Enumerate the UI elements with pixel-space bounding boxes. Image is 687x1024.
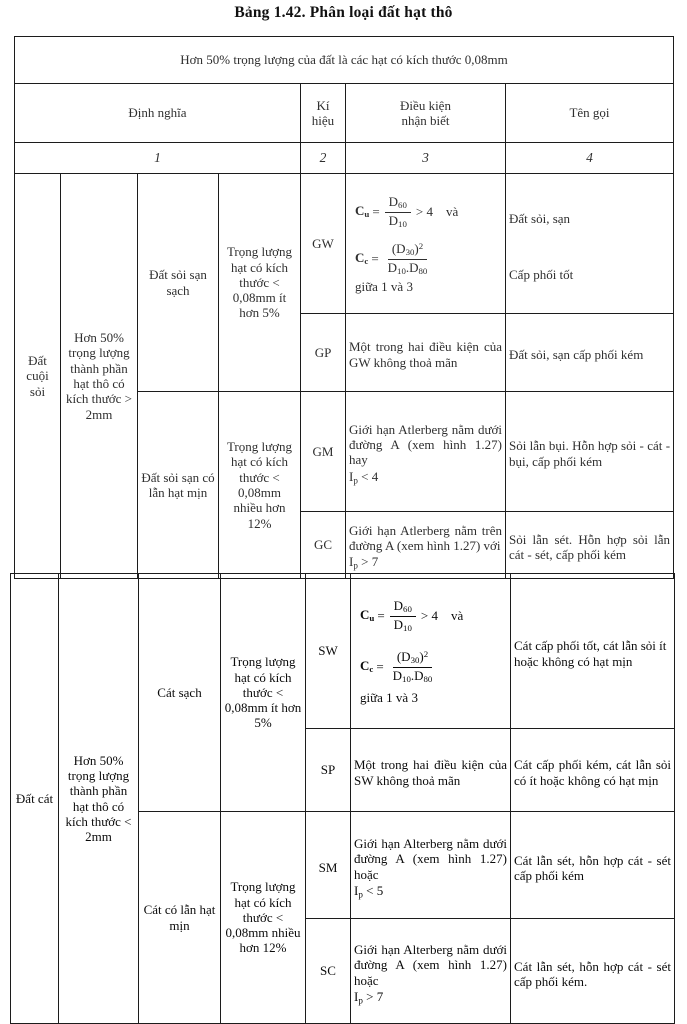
sand-group-definition: Hơn 50% trọng lượng thành phần hạt thô có kích thước < 2mm xyxy=(59,574,139,1024)
cu-tail-sw: và xyxy=(450,608,464,624)
cc-denominator-sw: $D_{10}.D_{80}$ xyxy=(392,667,433,684)
cc-denominator: $D_{10}.D_{80}$ xyxy=(387,259,428,276)
gravel-group-definition: Hơn 50% trọng lượng thành phần hạt thô có kích thước > 2mm xyxy=(61,174,138,579)
gw-formula-between: giữa 1 và 3 xyxy=(355,278,413,294)
symbol-sp: SP xyxy=(306,729,351,812)
condition-gc-ip: $I_p > 7$ xyxy=(349,554,379,571)
name-gm: Sỏi lẫn bụi. Hỗn hợp sỏi - cát - bụi, cấp phối kém xyxy=(506,392,674,512)
name-gc: Sỏi lẫn sét. Hỗn hợp sỏi lẫn cát - sét, cấp phối kém xyxy=(506,512,674,579)
cc-symbol: $C_c$ xyxy=(355,250,369,267)
symbol-sw: SW xyxy=(306,574,351,729)
name-sw: Cát cấp phối tốt, cát lẫn sỏi ít hoặc không có hạt mịn xyxy=(511,574,675,729)
cc-numerator: $(D_{30})^2$ xyxy=(388,242,427,260)
condition-sw xyxy=(351,574,511,729)
header-symbol xyxy=(301,84,346,143)
name-sp: Cát cấp phối kém, cát lẫn sỏi có ít hoặc không có hạt mịn xyxy=(511,729,675,812)
gravel-weight-dirty xyxy=(219,392,301,579)
sw-formula-cu xyxy=(360,599,505,634)
cu-symbol: $C_u$ xyxy=(355,203,370,220)
condition-gc-text: Giới hạn Atlerberg nằm trên đường A (xem hình 1.27) với xyxy=(349,522,502,553)
condition-gm xyxy=(346,392,506,512)
cc-numerator-sw: $(D_{30})^2$ xyxy=(393,650,432,668)
equals-sign-sw-2: = xyxy=(376,659,384,675)
symbol-sc: SC xyxy=(306,919,351,1024)
symbol-gc: GC xyxy=(301,512,346,579)
soil-classification-table-lower xyxy=(10,573,675,1024)
gravel-weight-clean: Trọng lượng hạt có kích thước < 0,08mm ít hơn 5% xyxy=(219,174,301,392)
condition-gp: Một trong hai điều kiện của GW không thoả mãn xyxy=(346,314,506,392)
cu-fraction-sw xyxy=(390,599,416,634)
gravel-dirty-label: Đất sỏi sạn có lẫn hạt mịn xyxy=(138,392,219,579)
sw-formula-cc xyxy=(360,650,505,685)
cu-numerator: $D_{60}$ xyxy=(385,195,411,213)
banner-row xyxy=(15,37,674,84)
sand-group-name: Đất cát xyxy=(11,574,59,1024)
gw-formula-block xyxy=(349,190,502,297)
cu-symbol-sw: $C_u$ xyxy=(360,607,375,624)
cu-denominator-sw: $D_{10}$ xyxy=(393,616,412,634)
cu-denominator: $D_{10}$ xyxy=(388,212,407,230)
page-title: Bảng 1.42. Phân loại đất hạt thô xyxy=(234,4,453,21)
name-gp: Đất sỏi, sạn cấp phối kém xyxy=(506,314,674,392)
header-condition-line2: nhận biết xyxy=(401,113,450,128)
gw-formula-cc xyxy=(355,242,500,277)
header-symbol-line1: Kí xyxy=(316,97,330,113)
name-gw-line2: Cấp phối tốt xyxy=(509,266,574,282)
equals-sign-2: = xyxy=(371,251,379,267)
soil-classification-table-upper xyxy=(14,36,674,579)
colnum-1: 1 xyxy=(15,143,301,174)
header-condition-line1: Điều kiện xyxy=(400,97,451,113)
condition-sp: Một trong hai điều kiện của SW không thoả mãn xyxy=(351,729,511,812)
cc-symbol-sw: $C_c$ xyxy=(360,658,374,675)
condition-sm-text: Giới hạn Alterberg nằm dưới đường A (xem hình 1.27) hoặc xyxy=(354,836,507,882)
condition-gm-ip: $I_p < 4$ xyxy=(349,468,379,485)
header-name: Tên gọi xyxy=(506,84,674,143)
symbol-sm: SM xyxy=(306,812,351,919)
equals-sign-sw: = xyxy=(377,608,385,624)
cc-fraction xyxy=(384,242,432,277)
table-row-gw xyxy=(15,174,674,314)
sw-formula-block xyxy=(354,594,507,708)
condition-sc xyxy=(351,919,511,1024)
name-sc: Cát lẫn sét, hỗn hợp cát - sét cấp phối kém. xyxy=(511,919,675,1024)
cu-operator-sw: > 4 xyxy=(420,608,438,624)
sand-dirty-label: Cát có lẫn hạt mịn xyxy=(139,812,221,1024)
condition-sc-ip: $I_p > 7$ xyxy=(354,989,384,1006)
condition-gm-text: Giới hạn Atlerberg nằm dưới đường A (xem hình 1.27) hay xyxy=(349,421,502,468)
condition-sm xyxy=(351,812,511,919)
header-definition: Định nghĩa xyxy=(15,84,301,143)
colnum-4: 4 xyxy=(506,143,674,174)
cu-fraction xyxy=(385,195,411,230)
column-number-row xyxy=(15,143,674,174)
gravel-clean-label: Đất sỏi sạn sạch xyxy=(138,174,219,392)
name-gw-line1: Đất sỏi, sạn xyxy=(509,211,571,227)
gravel-weight-dirty-text: Trọng lượng hạt có kích thước < 0,08mm nhiều hơn 12% xyxy=(226,439,293,531)
condition-gc xyxy=(346,512,506,579)
sand-weight-dirty: Trọng lượng hạt có kích thước < 0,08mm nhiều hơn 12% xyxy=(221,812,306,1024)
condition-sc-text: Giới hạn Alterberg nằm dưới đường A (xem hình 1.27) hoặc xyxy=(354,942,507,988)
cu-numerator-sw: $D_{60}$ xyxy=(390,599,416,617)
cc-fraction-sw xyxy=(389,650,437,685)
cu-operator: > 4 xyxy=(415,204,433,220)
condition-sm-ip: $I_p < 5$ xyxy=(354,883,384,900)
header-condition xyxy=(346,84,506,143)
table-row-sw xyxy=(11,574,675,729)
sw-formula-between: giữa 1 và 3 xyxy=(360,689,418,705)
name-gw xyxy=(506,174,674,314)
symbol-gw: GW xyxy=(301,174,346,314)
colnum-2: 2 xyxy=(301,143,346,174)
header-row xyxy=(15,84,674,143)
name-sm: Cát lẫn sét, hỗn hợp cát - sét cấp phối kém xyxy=(511,812,675,919)
header-symbol-line2: hiệu xyxy=(311,113,335,128)
gravel-group-name: Đất cuội sỏi xyxy=(15,174,61,579)
colnum-3: 3 xyxy=(346,143,506,174)
sand-weight-clean: Trọng lượng hạt có kích thước < 0,08mm ít hơn 5% xyxy=(221,574,306,812)
sand-clean-label: Cát sạch xyxy=(139,574,221,812)
symbol-gm: GM xyxy=(301,392,346,512)
banner-cell: Hơn 50% trọng lượng của đất là các hạt có kích thước 0,08mm xyxy=(15,37,674,84)
equals-sign: = xyxy=(372,204,380,220)
cu-tail: và xyxy=(445,204,459,220)
condition-gw xyxy=(346,174,506,314)
symbol-gp: GP xyxy=(301,314,346,392)
gw-formula-cu xyxy=(355,195,500,230)
